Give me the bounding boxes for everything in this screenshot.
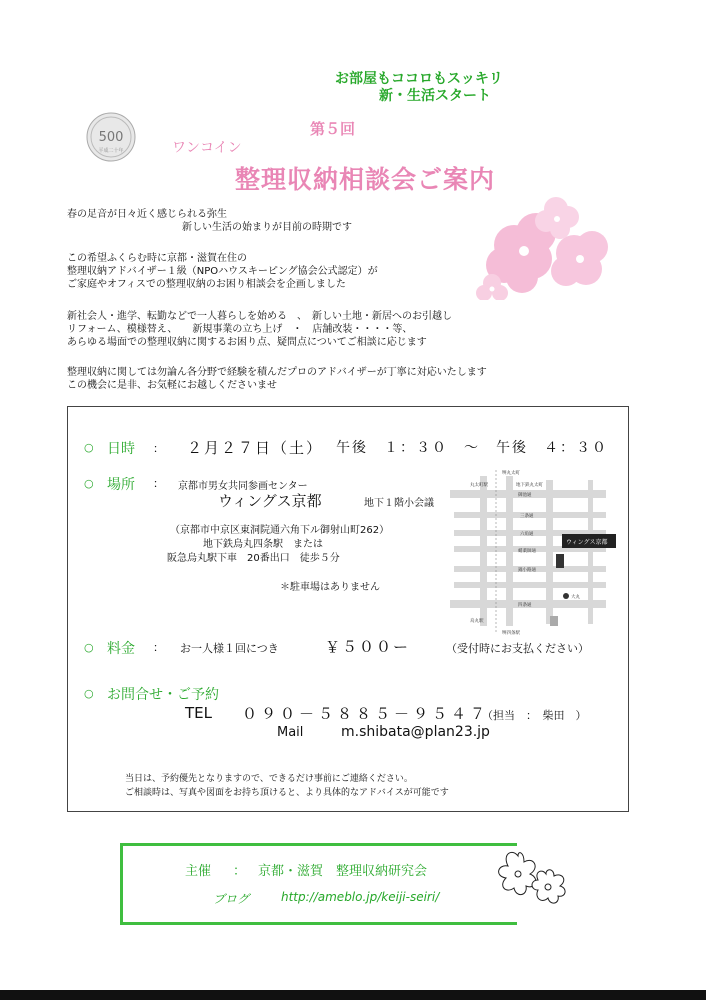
map-road-1: 御池通: [518, 493, 532, 498]
bullet-icon: ○: [84, 641, 94, 654]
venue-address: （京都市中京区東洞院通六角下ル御射山町262）: [170, 525, 390, 536]
staff-name: （担当 ： 柴田 ）: [482, 709, 587, 722]
coin-icon: [86, 112, 136, 162]
map-road-2: 三条通: [520, 514, 534, 519]
intro-line: 整理収納アドバイザー１級（NPOハウスキーピング協会公式認定）が: [67, 266, 378, 277]
edition: 第５回: [310, 120, 356, 138]
map-road-6: 四条通: [518, 603, 532, 608]
fee-desc: お一人様１回につき: [180, 642, 279, 655]
venue-floor: 地下１階小会議: [364, 498, 434, 509]
date-colon: ：: [153, 442, 164, 455]
coin-value: 500: [98, 130, 124, 145]
daimaru-marker-icon: [563, 593, 569, 599]
blog-url[interactable]: http://ameblo.jp/keiji-seiri/: [281, 890, 440, 904]
fee-label: 料金: [107, 641, 135, 657]
map-bottom-1: 烏丸駅: [470, 619, 484, 624]
map-road-5: 錦小路通: [518, 568, 536, 573]
tel-label: TEL: [185, 704, 212, 722]
intro-line: 新社会人・進学、転勤などで一人暮らしを始める 、 新しい土地・新居へのお引越し: [67, 311, 452, 322]
date-label: 日時: [107, 441, 135, 457]
time-value: 午後 １：３０ ～ 午後 ４：３０: [336, 440, 608, 456]
map-road-4: 蛸薬師通: [518, 549, 536, 554]
venue-map: [440, 466, 616, 642]
flower-icon: [474, 185, 614, 300]
sakura-outline-icon: [490, 848, 570, 918]
sponsor-org: 京都・滋賀 整理収納研究会: [258, 864, 428, 879]
contact-label: お問合せ・ご予約: [107, 687, 219, 703]
note-line-2: ご相談時は、写真や図面をお持ち頂けると、より具体的なアドバイスが可能です: [125, 788, 449, 798]
tel-value: ０９０－５８８５－９５４７: [242, 705, 490, 723]
slogan-line-2: 新・生活スタート: [379, 88, 491, 104]
sponsor-box: [120, 843, 517, 925]
subtitle: ワンコイン: [172, 140, 242, 156]
mail-label: Mail: [277, 725, 304, 740]
bullet-icon: ○: [84, 687, 94, 700]
map-top-station: 堺丸太町: [502, 471, 520, 476]
map-road-3: 六角通: [520, 532, 534, 537]
mail-value[interactable]: m.shibata@plan23.jp: [341, 724, 490, 740]
coin-label: 平成二十年: [98, 148, 124, 154]
intro-line: あらゆる場面での整理収納に関するお困り点、疑問点についてご相談に応じます: [67, 337, 427, 348]
map-daimaru: 大丸: [571, 595, 580, 600]
fee-value: ￥５００ー: [325, 638, 411, 656]
sponsor-label: 主催: [185, 864, 212, 879]
bottom-divider: [0, 990, 706, 1000]
bullet-icon: ○: [84, 477, 94, 490]
note-line-1: 当日は、予約優先となりますので、できるだけ事前にご連絡ください。: [125, 774, 413, 784]
access-line-2: 阪急烏丸駅下車 20番出口 徒歩５分: [167, 553, 340, 564]
slogan-line-1: お部屋もココロもスッキリ: [335, 71, 503, 87]
intro-line: リフォーム、模様替え、 新規事業の立ち上げ ・ 店舗改装・・・・等、: [67, 324, 413, 335]
blog-label: ブログ: [213, 892, 250, 906]
map-station-2: 地下鉄丸太町: [516, 483, 543, 488]
intro-line: 新しい生活の始まりが目前の時期です: [182, 222, 352, 233]
place-colon: ：: [153, 477, 164, 490]
venue-name: ウィングス京都: [218, 492, 322, 510]
place-label: 場所: [107, 477, 135, 493]
page-title: 整理収納相談会ご案内: [235, 165, 496, 194]
parking-note: ＊駐車場はありません: [280, 582, 380, 593]
map-venue-label: ウィングス京都: [566, 539, 608, 546]
fee-colon: ：: [153, 641, 164, 654]
sponsor-colon: ：: [233, 864, 247, 879]
access-line-1: 地下鉄烏丸四条駅 または: [203, 539, 323, 550]
map-station-1: 丸太町駅: [470, 483, 488, 488]
intro-line: 整理収納に関しては勿論ん各分野で経験を積んだプロのアドバイザーが丁寧に対応いたします: [67, 367, 487, 378]
intro-line: 春の足音が日々近く感じられる弥生: [67, 209, 227, 220]
intro-line: この機会に是非、お気軽にお越しくださいませ: [67, 380, 277, 391]
date-value: ２月２７日（土）: [187, 439, 324, 457]
venue-org: 京都市男女共同参画センター: [178, 481, 308, 492]
bullet-icon: ○: [84, 441, 94, 454]
intro-line: この希望ふくらむ時に京都・滋賀在住の: [67, 253, 247, 264]
venue-marker-icon: [556, 554, 564, 568]
map-bottom-2: 堺四条駅: [502, 631, 520, 636]
fee-note: （受付時にお支払ください）: [446, 642, 589, 655]
intro-line: ご家庭やオフィスでの整理収納のお困り相談会を企画しました: [67, 279, 346, 290]
